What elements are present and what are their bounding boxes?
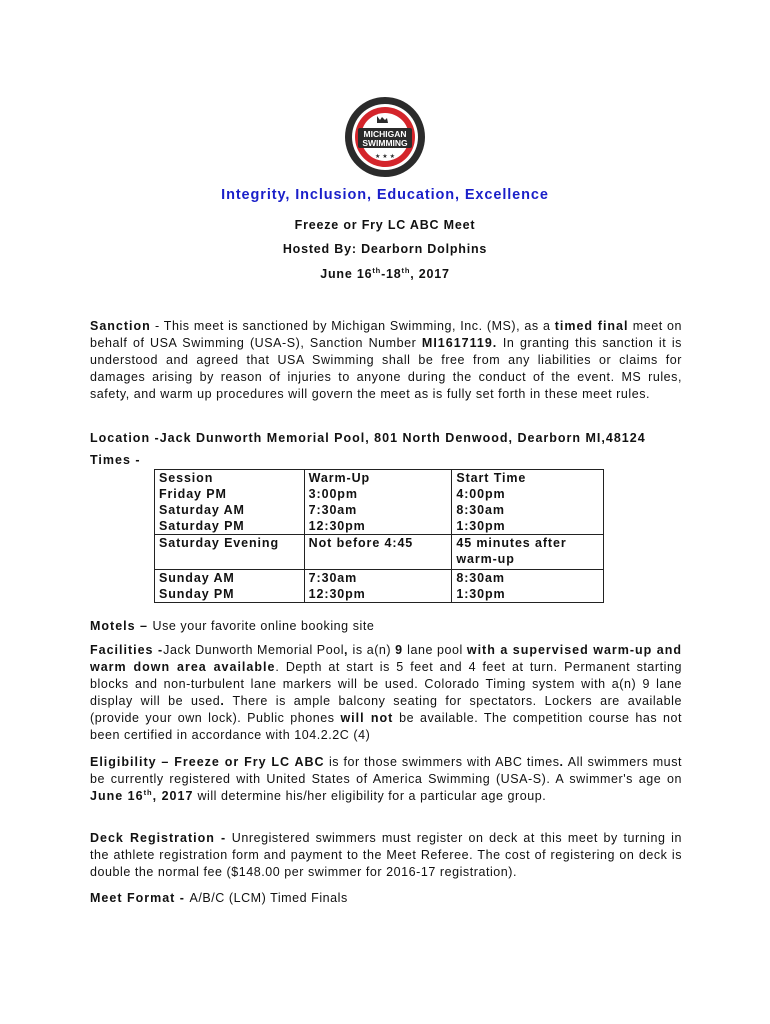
motels-line: Motels – Use your favorite online booking site <box>90 619 375 633</box>
host-line: Hosted By: Dearborn Dolphins <box>282 242 488 256</box>
times-label: Times - <box>90 453 141 467</box>
table-row: Saturday Evening Not before 4:45 45 minutes after warm-up <box>155 535 604 570</box>
location-line: Location -Jack Dunworth Memorial Pool, 801 North Denwood, Dearborn MI,48124 <box>90 431 646 445</box>
logo-line2: SWIMMING <box>362 138 408 148</box>
session-times-table <box>154 469 604 603</box>
meet-name: Freeze or Fry LC ABC Meet <box>294 218 476 232</box>
sanction-paragraph: Sanction - This meet is sanctioned by Michigan Swimming, Inc. (MS), as a timed final meet on behalf of USA Swimming (USA-S), Sanction Number MI1617119. In granting this sanction it is understood and agreed that USA Swimming shall be free from any liabilities or claims for damages arising by reason of injuries to anyone during the conduct of the event. MS rules, safety, and warm up procedures will govern the meet as is fully set forth in these meet rules. <box>90 319 682 401</box>
table-row: Friday PM 3:00pm 4:00pm <box>155 486 604 502</box>
svg-text:★ ★ ★: ★ ★ ★ <box>375 153 395 160</box>
motto: Integrity, Inclusion, Education, Excellence <box>221 187 549 203</box>
table-row: Sunday PM 12:30pm 1:30pm <box>155 586 604 603</box>
facilities-paragraph: Facilities -Jack Dunworth Memorial Pool, is a(n) 9 lane pool with a supervised warm-up and warm down area available. Depth at start is 5 feet and 4 feet at turn. Permanent starting blocks and non-turbulent lane markers will be used. Colorado Timing system with a(n) 9 lane display will be used. There is ample balcony seating for spectators. Lockers are available (provide your own lock). Public phones will not be available. The competition course has not been certified in accordance with 104.2.2C (4) <box>90 643 683 742</box>
table-row: Session Warm-Up Start Time <box>155 470 604 487</box>
meet-format-line: Meet Format - A/B/C (LCM) Timed Finals <box>90 891 348 905</box>
table-row: Saturday AM 7:30am 8:30am <box>155 502 604 518</box>
deck-registration-paragraph: Deck Registration - Unregistered swimmers must register on deck at this meet by turning in the athlete registration form and payment to the Meet Referee. The cost of registering on deck is double the normal fee ($148.00 per swimmer for 2016-17 registration). <box>90 831 682 879</box>
sanction-label: Sanction <box>90 319 151 333</box>
eligibility-paragraph: Eligibility – Freeze or Fry LC ABC is for those swimmers with ABC times. All swimmers must be currently registered with United States of America Swimming (USA-S). A swimmer's age on June 16th, 2017 will determine his/her eligibility for a particular age group. <box>90 755 683 803</box>
logo-line1: MICHIGAN <box>363 129 407 139</box>
table-row: Sunday AM 7:30am 8:30am <box>155 570 604 587</box>
michigan-swimming-logo <box>344 96 426 178</box>
meet-date: June 16th-18th, 2017 <box>320 266 450 282</box>
table-row: Saturday PM 12:30pm 1:30pm <box>155 518 604 535</box>
